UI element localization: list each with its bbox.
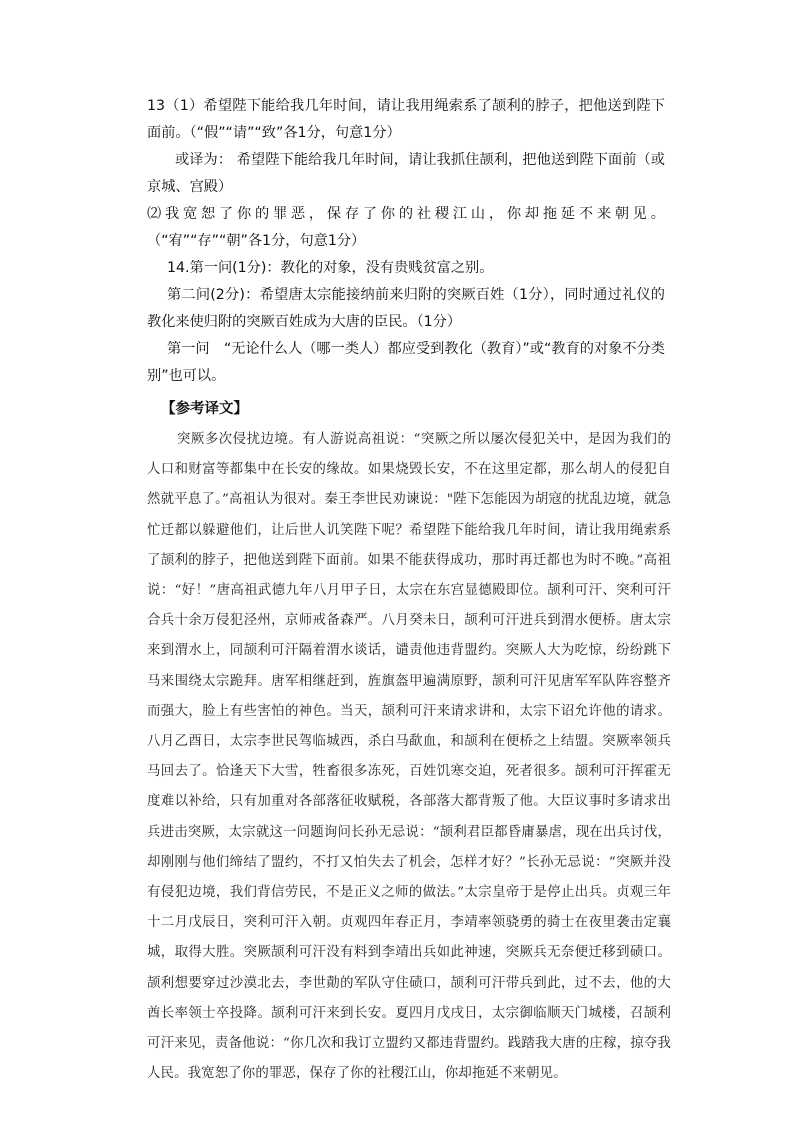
answer-14-part-1: 14.第一问(1分)：教化的对象，没有贵贱贫富之别。	[167, 260, 494, 276]
answer-14-note: 第一问 “无论什么人（哪一类人）都应受到教化（教育）”或“教育的对象不分类别”也可以。	[147, 341, 665, 384]
reference-translation-body: 突厥多次侵扰边境。有人游说高祖说：“突厥之所以屡次侵犯关中，是因为我们的人口和财富等都集中在长安的缘故。如果烧毁长安，不在这里定都，那么胡人的侵犯自然就平息了。”高祖认为很对。秦王李世民劝谏说："陛下怎能因为胡寇的扰乱边境，就急忙迁都以躲避他们，让后世人讥笑陛下呢？希望陛下能给我几年时间，请让我用绳索系了颉利的脖子，把他送到陛下面前。如果不能获得成功，那时再迁都也为时不晚。”高祖说：“好！”唐高祖武德九年八月甲子日，太宗在东宫显德殿即位。颉利可汗、突利可汗合兵十余万侵犯泾州，京师戒备森严。八月癸未日，颉利可汗进兵到渭水便桥。唐太宗来到渭水上，同颉利可汗隔着渭水谈话，谴责他违背盟约。突厥人大为吃惊，纷纷跳下马来围绕太宗跪拜。唐军相继赶到，旌旗盔甲遍满原野，颉利可汗见唐军军队阵容整齐而强大，脸上有些害怕的神色。当天，颉利可汗来请求讲和，太宗下诏允许他的请求。八月乙酉日，太宗李世民驾临城西，杀白马歃血，和颉利在便桥之上结盟。突厥率领兵马回去了。恰逢天下大雪，牲畜很多冻死，百姓饥寒交迫，死者很多。颉利可汗挥霍无度难以补给，只有加重对各部落征收赋税，各部落大都背叛了他。大臣议事时多请求出兵进击突厥，太宗就这一问题询问长孙无忌说：“颉利君臣都昏庸暴虐，现在出兵讨伐，却刚刚与他们缔结了盟约，不打又怕失去了机会，怎样才好？”长孙无忌说：“突厥并没有侵犯边境，我们背信劳民，不是正义之师的做法。”太宗皇帝于是停止出兵。贞观三年十二月戊辰日，突利可汗入朝。贞观四年春正月，李靖率领骁勇的骑士在夜里袭击定襄城，取得大胜。突厥颉利可汗没有料到李靖出兵如此神速，突厥兵无奈便迁移到碛口。颉利想要穿过沙漠北去，李世勣的军队守住碛口，颉利可汗带兵到此，过不去，他的大酋长率领士卒投降。颉利可汗来到长安。夏四月戊戌日，太宗御临顺天门城楼，召颉利可汗来见，责备他说：“你几次和我订立盟约又都违背盟约。践踏我大唐的庄稼，掠夺我人民。我宽恕了你的罪恶，保存了你的社稷江山，你却拖延不来朝见。	[147, 432, 671, 1082]
reference-translation-heading: 【参考译文】	[161, 401, 248, 417]
answer-14-part-2: 第二问(2分)：希望唐太宗能接纳前来归附的突厥百姓（1分），同时通过礼仪的教化来使归附的突厥百姓成为大唐的臣民。（1分）	[147, 287, 665, 330]
answer-13-2: ⑵我宽恕了你的罪恶，保存了你的社稷江山，你却拖延不来朝见。（“宥”“存”“朝”各1分，句意1分）	[147, 206, 665, 249]
answer-13-1: 13（1）希望陛下能给我几年时间，请让我用绳索系了颉利的脖子，把他送到陛下面前。（“假”“请”“致”各1分，句意1分）	[147, 98, 665, 141]
answer-13-alternative: 或译为： 希望陛下能给我几年时间，请让我抓住颉利，把他送到陛下面前（或京城、宫殿）	[147, 152, 665, 195]
